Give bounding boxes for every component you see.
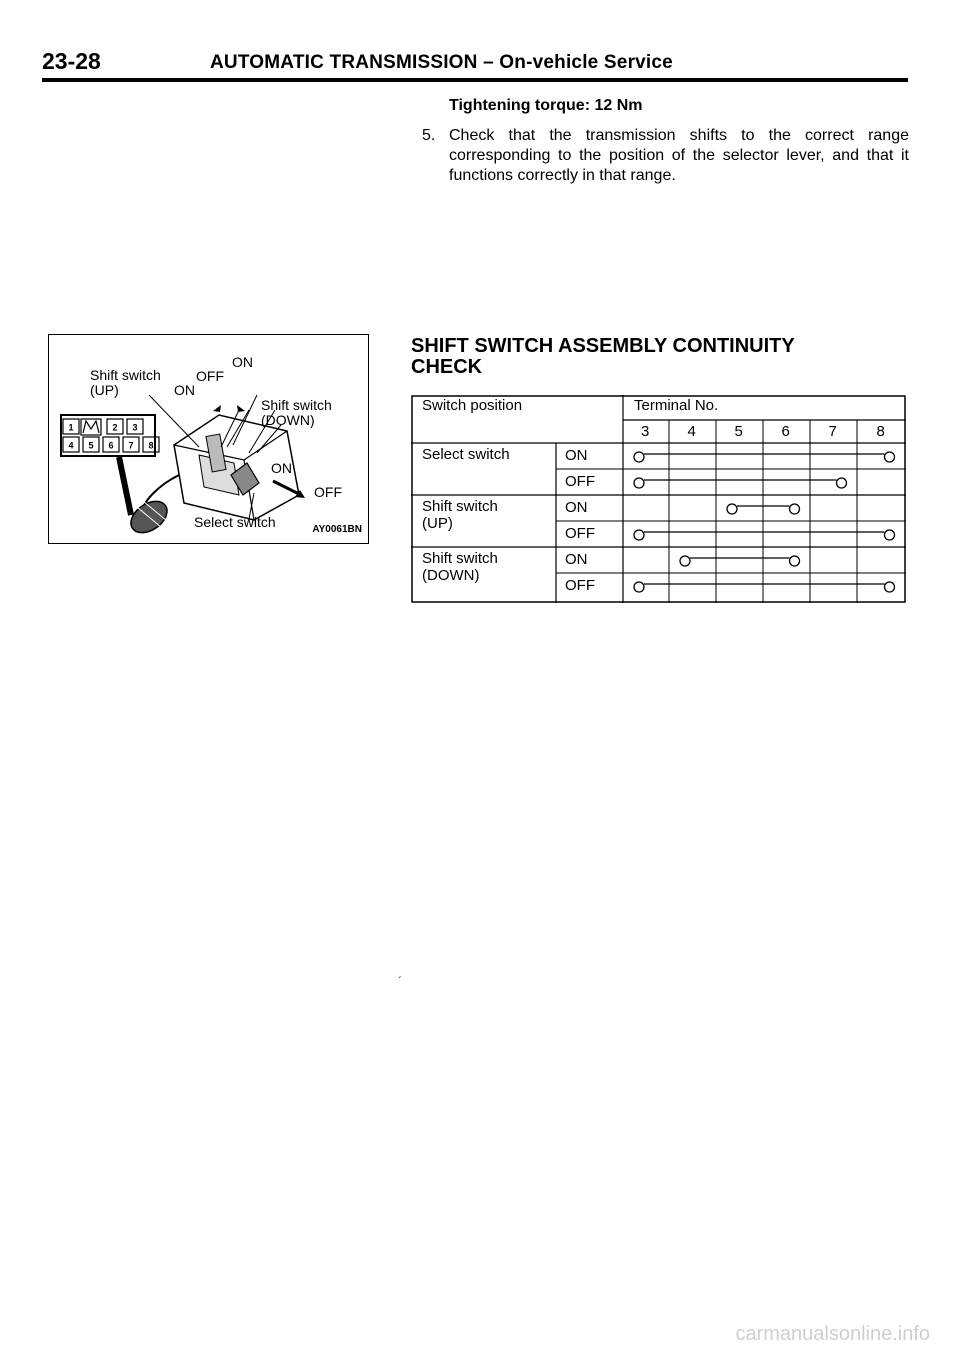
tightening-torque: Tightening torque: 12 Nm (449, 97, 643, 114)
label-on-right: ON (271, 460, 292, 476)
continuity-terminal-end (885, 530, 895, 540)
step-text: Check that the transmission shifts to the correct range corresponding to the position of the selector lever, and that it functions correctly in that range. (449, 127, 909, 184)
connector-pin-label: 6 (108, 440, 114, 451)
switch-state: ON (565, 499, 588, 516)
continuity-terminal-end (790, 504, 800, 514)
step-number: 5. (422, 127, 436, 144)
stray-mark: ˏ (398, 968, 402, 979)
terminal-header: 4 (687, 423, 696, 440)
page-number: 23-28 (42, 48, 101, 74)
terminal-header: 5 (734, 423, 743, 440)
terminal-header: 6 (781, 423, 790, 440)
connector-pin-label: 5 (88, 440, 94, 451)
continuity-terminal-start (680, 556, 690, 566)
continuity-terminal-start (634, 452, 644, 462)
shift-switch-figure (48, 334, 369, 544)
terminal-header: 8 (876, 423, 885, 440)
continuity-terminal-end (837, 478, 847, 488)
connector-pin-label: 4 (68, 440, 74, 451)
continuity-terminal-start (634, 530, 644, 540)
label-select-switch: Select switch (194, 514, 276, 530)
switch-name: Shift switch (422, 498, 498, 515)
switch-state: ON (565, 447, 588, 464)
continuity-terminal-start (634, 478, 644, 488)
label-off-right: OFF (314, 484, 342, 500)
figure-code: AY0061BN (312, 524, 362, 535)
continuity-table (411, 395, 906, 603)
switch-name-sub: (UP) (422, 515, 453, 532)
connector-pin-label: 2 (112, 422, 118, 433)
label-on-top-right: ON (232, 354, 253, 370)
connector-pin-label: 7 (128, 440, 134, 451)
header-title: AUTOMATIC TRANSMISSION – On-vehicle Service (210, 52, 673, 73)
label-shift-switch-up: Shift switch (90, 367, 161, 383)
section-title: SHIFT SWITCH ASSEMBLY CONTINUITY CHECK (411, 335, 795, 378)
label-up: (UP) (90, 382, 119, 398)
switch-name-sub: (DOWN) (422, 567, 480, 584)
col-header-terminal-no: Terminal No. (634, 397, 719, 414)
label-off-top: OFF (196, 368, 224, 384)
switch-state: OFF (565, 577, 595, 594)
connector-pin-label: 8 (148, 440, 154, 451)
label-shift-switch-down: Shift switch (261, 397, 332, 413)
watermark: carmanualsonline.info (735, 1323, 930, 1345)
continuity-terminal-end (885, 452, 895, 462)
continuity-terminal-end (885, 582, 895, 592)
continuity-terminal-start (727, 504, 737, 514)
continuity-terminal-end (790, 556, 800, 566)
switch-name: Shift switch (422, 550, 498, 567)
col-header-switch-position: Switch position (422, 397, 523, 414)
switch-state: ON (565, 551, 588, 568)
connector-key-mark (83, 421, 99, 433)
label-down: (DOWN) (261, 412, 315, 428)
connector-pins (63, 419, 159, 452)
continuity-terminal-start (634, 582, 644, 592)
connector-pin-label: 3 (132, 422, 138, 433)
terminal-header: 3 (641, 423, 650, 440)
header-rule (42, 78, 908, 82)
switch-state: OFF (565, 473, 595, 490)
connector-pin-label: 1 (68, 422, 74, 433)
switch-name: Select switch (422, 446, 510, 463)
label-on-top-left: ON (174, 382, 195, 398)
terminal-header: 7 (828, 423, 837, 440)
switch-state: OFF (565, 525, 595, 542)
